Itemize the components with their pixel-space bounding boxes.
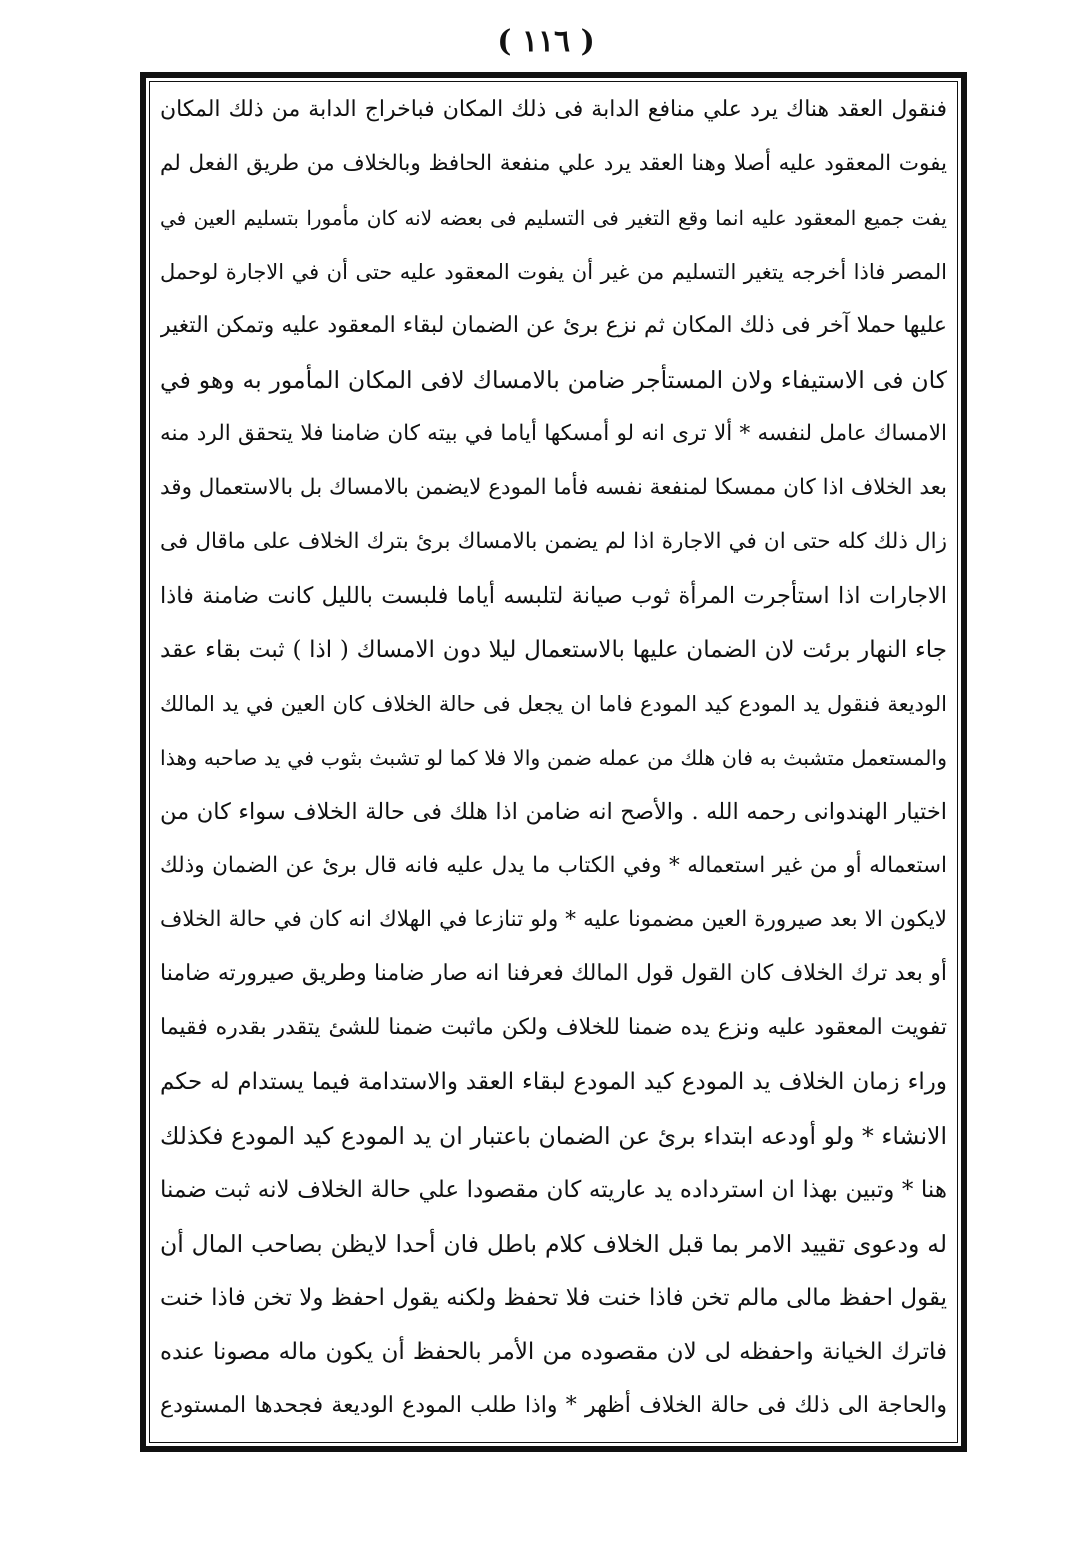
text-line: زال ذلك كله حتى ان في الاجارة اذا لم يضمن بالامساك برئ بترك الخلاف على ماقال فى (160, 529, 947, 554)
text-line: المصر فاذا أخرجه يتغير التسليم من غير أن يفوت المعقود عليه حتى أن في الاجارة لوحمل (160, 260, 947, 284)
text-line: بعد الخلاف اذا كان ممسكا لمنفعة نفسه فأما المودع لايضمن بالامساك بل بالاستعمال وقد (160, 475, 947, 500)
text-line: يفوت المعقود عليه أصلا وهنا العقد يرد علي منفعة الحافظ وبالخلاف من طريق الفعل لم (160, 151, 947, 176)
text-body (160, 88, 947, 1428)
text-line: فاترك الخيانة واحفظه لى لان مقصوده من الأمر بالحفظ أن يكون ماله مصونا عنده (160, 1339, 947, 1365)
text-line: وراء زمان الخلاف يد المودع كيد المودع لبقاء العقد والاستدامة فيما يستدام له حكم (160, 1069, 947, 1095)
text-line: لايكون الا بعد صيرورة العين مضمونا عليه * ولو تنازعا في الهلاك انه كان في حالة الخلاف (160, 907, 947, 932)
text-line: الانشاء * ولو أودعه ابتداء برئ عن الضمان باعتبار ان يد المودع كيد المودع فكذلك (160, 1122, 947, 1150)
text-line: الامساك عامل لنفسه * ألا ترى انه لو أمسكها أياما في بيته كان ضامنا فلا يتحقق الرد منه (160, 421, 947, 446)
text-line: كان فى الاستيفاء ولان المستأجر ضامن بالامساك لافى المكان المأمور به وهو في (160, 366, 947, 394)
text-line: الاجارات اذا استأجرت المرأة ثوب صيانة لتلبسه أياما فلبست بالليل كانت ضامنة فاذا (160, 583, 947, 609)
text-line: يقول احفظ مالى مالم تخن فاذا خنت فلا تحفظ ولكنه يقول احفظ ولا تخن فاذا خنت (160, 1285, 947, 1311)
text-line: استعماله أو من غير استعماله * وفي الكتاب ما يدل عليه فانه قال برئ عن الضمان وذلك (160, 853, 947, 878)
text-line: اختيار الهندوانى رحمه الله . والأصح انه ضامن اذا هلك فى حالة الخلاف سواء كان من (160, 799, 947, 825)
text-line: عليها حملا آخر فى ذلك المكان ثم نزع برئ عن الضمان لبقاء المعقود عليه وتمكن التغير (160, 313, 947, 338)
text-line: فنقول العقد هناك يرد علي منافع الدابة فى ذلك المكان فباخراج الدابة من ذلك المكان (160, 97, 947, 122)
text-line: أو بعد ترك الخلاف كان القول قول المالك فعرفنا انه صار ضامنا وطريق صيرورته ضامنا (160, 961, 947, 986)
text-line: يفت جميع المعقود عليه انما وقع التغير فى التسليم فى بعضه لانه كان مأمورا بتسليم العين في (160, 206, 947, 230)
page-number: ( ١١٦ ) (497, 24, 595, 59)
text-line: جاء النهار برئت لان الضمان عليها بالاستعمال ليلا دون الامساك ( اذا ) ثبت بقاء عقد (160, 637, 947, 663)
text-line: الوديعة فنقول يد المودع كيد المودع فاما ان يجعل فى حالة الخلاف كان العين في يد المالك (160, 692, 947, 716)
text-line: له ودعوى تقييد الامر بما قبل الخلاف كلام باطل فان أحدا لايظن بصاحب المال أن (160, 1230, 947, 1258)
text-line: هنا * وتبين بهذا ان استرداده يد عاريته كان مقصودا علي حالة الخلاف لانه ثبت ضمنا (160, 1177, 947, 1203)
text-line: تفويت المعقود عليه ونزع يده ضمنا للخلاف ولكن ماثبت ضمنا للشئ يتقدر بقدره فقيما (160, 1015, 947, 1040)
text-line: والحاجة الى ذلك فى حالة الخلاف أظهر * واذا طلب المودع الوديعة فجحدها المستودع (160, 1393, 947, 1418)
text-line: والمستعمل متشبث به فان هلك من عمله ضمن والا فلا كما لو تشبث بثوب في يد صاحبه وهذا (160, 746, 947, 770)
